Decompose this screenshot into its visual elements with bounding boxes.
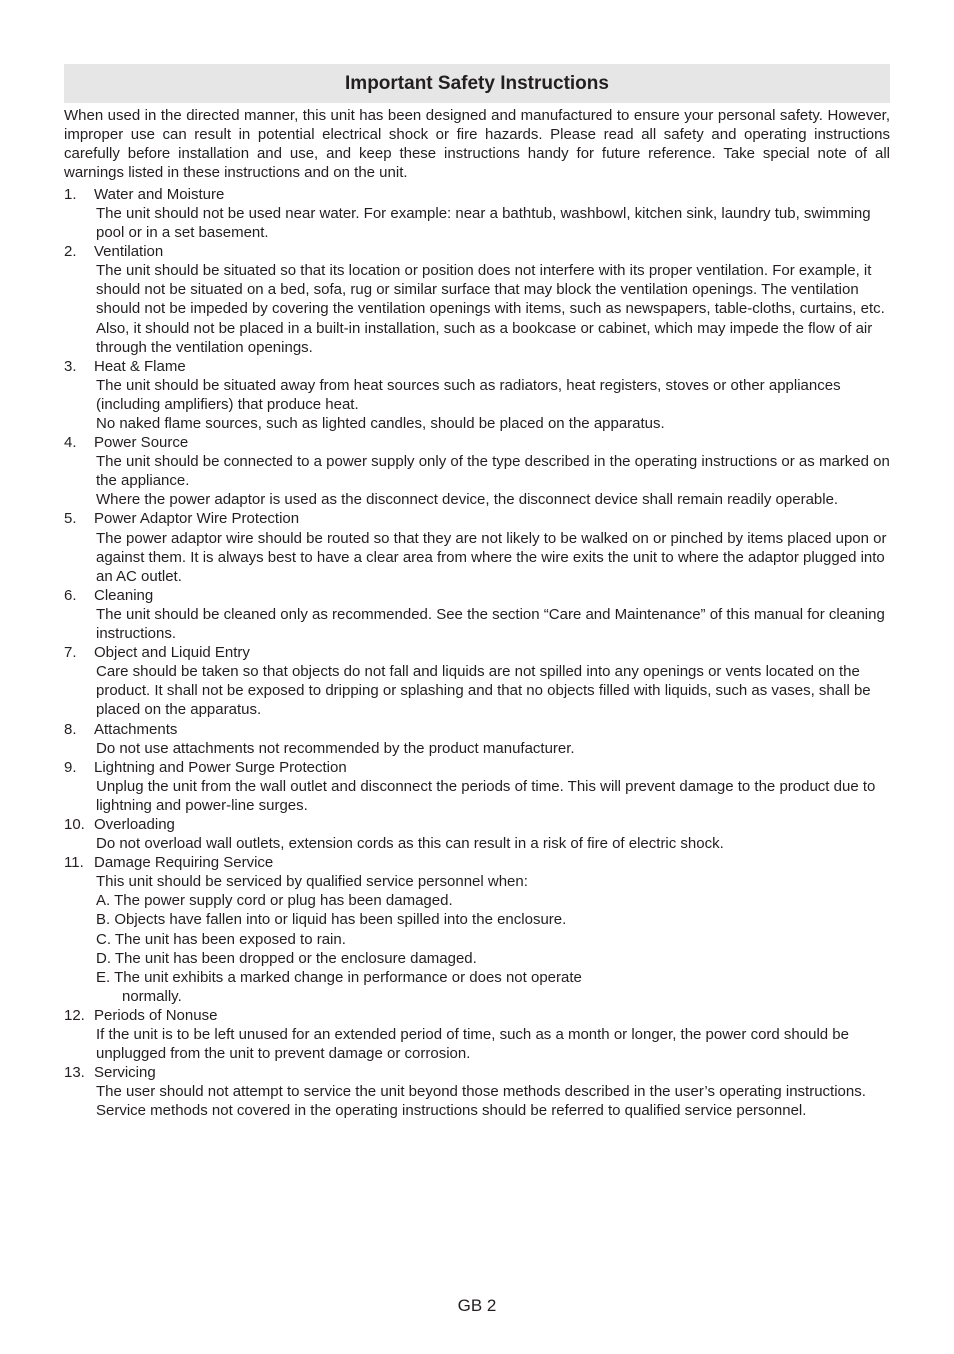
instruction-paragraph: The unit should not be used near water. For example: near a bathtub, washbowl, kitchen sink, laundry tub, swimming pool or in a set basement. [96,204,871,242]
service-condition-item: B. Objects have fallen into or liquid has been spilled into the enclosure. [96,911,567,929]
instruction-paragraph: This unit should be serviced by qualified service personnel when: [96,873,528,891]
instruction-heading [64,1063,890,1082]
safety-instruction-item [64,815,890,853]
instruction-paragraph: The unit should be cleaned only as recommended. See the section “Care and Maintenance” of this manual for cleaning instructions. [96,605,885,643]
instruction-number: 12. [64,1006,85,1024]
document-page [64,64,890,1120]
instruction-paragraph: Care should be taken so that objects do not fall and liquids are not spilled into any openings or vents located on the product. It shall not be exposed to dripping or splashing and that no objects filled with liquids, such as vases, shall be placed on the apparatus. [96,663,871,719]
instruction-heading-text: Power Source [94,434,189,452]
safety-instruction-item [64,242,890,357]
service-condition-item: D. The unit has been dropped or the enclosure damaged. [96,949,477,967]
instruction-heading [64,815,890,834]
instruction-heading [64,357,890,376]
safety-instruction-list [64,185,890,1121]
instruction-body [64,204,890,242]
instruction-number: 7. [64,644,77,662]
instruction-heading [64,433,890,452]
page-title: Important Safety Instructions [64,64,890,103]
instruction-body [64,834,890,853]
safety-instruction-item [64,853,890,1006]
instruction-heading-text: Attachments [94,720,178,738]
instruction-body [64,662,890,719]
instruction-heading [64,242,890,261]
safety-instruction-item [64,720,890,758]
instruction-paragraph: Do not overload wall outlets, extension cords as this can result in a risk of fire of electric shock. [96,835,724,853]
instruction-number: 4. [64,434,77,452]
instruction-heading-text: Lightning and Power Surge Protection [94,758,347,776]
instruction-number: 9. [64,758,77,776]
instruction-heading-text: Cleaning [94,586,154,604]
instruction-body [64,529,890,586]
instruction-body [64,376,890,433]
safety-instruction-item [64,1063,890,1120]
instruction-heading-text: Periods of Nonuse [94,1006,218,1024]
instruction-body [64,1082,890,1120]
instruction-body [64,872,890,1006]
instruction-body [64,261,890,356]
safety-instruction-item [64,509,890,585]
instruction-paragraph: The power adaptor wire should be routed so that they are not likely to be walked on or pinched by items placed upon or against them. It is always best to have a clear area from where the wire exits the unit to where the adaptor plugged into an AC outlet. [96,529,887,585]
instruction-number: 6. [64,586,77,604]
instruction-heading-text: Ventilation [94,243,164,261]
instruction-paragraph: The unit should be situated so that its location or position does not interfere with its proper ventilation. For example, it should not be situated on a bed, sofa, rug or similar surface that may block the ventilation openings. The ventilation should not be impeded by covering the ventilation openings with items, such as newspapers, table-cloths, curtains, etc. Also, it should not be placed in a built-in installation, such as a bookcase or cabinet, which may impede the flow of air through the ventilation openings. [96,262,885,356]
instruction-number: 13. [64,1064,85,1082]
instruction-heading [64,1006,890,1025]
instruction-number: 11. [64,854,84,872]
safety-instruction-item [64,1006,890,1063]
instruction-body [64,452,890,509]
instruction-paragraph: If the unit is to be left unused for an extended period of time, such as a month or longer, the power cord should be unplugged from the unit to prevent damage or corrosion. [96,1026,849,1063]
instruction-heading [64,185,890,204]
instruction-heading [64,643,890,662]
instruction-number: 8. [64,720,77,738]
instruction-number: 1. [64,185,77,203]
instruction-paragraph: The unit should be situated away from heat sources such as radiators, heat registers, stoves or other appliances (including amplifiers) that produce heat. [96,376,841,413]
page-number: GB 2 [457,1296,497,1315]
intro-paragraph: When used in the directed manner, this unit has been designed and manufactured to ensure your personal safety. However, improper use can result in potential electrical shock or fire hazards. Please read all safety and operating instructions carefully before installation and use, and keep these instructions handy for future reference. Take special note of all warnings listed in these instructions and on the unit. [64,107,890,182]
instruction-number: 2. [64,243,77,261]
instruction-body [64,777,890,815]
safety-instruction-item [64,357,890,433]
instruction-paragraph: Do not use attachments not recommended by the product manufacturer. [96,739,575,757]
safety-instruction-item [64,758,890,815]
instruction-body [64,605,890,643]
instruction-heading-text: Object and Liquid Entry [94,644,250,662]
instruction-heading-text: Servicing [94,1064,156,1082]
instruction-heading-text: Water and Moisture [94,185,225,203]
service-condition-item: E. The unit exhibits a marked change in performance or does not operate normally. [96,968,582,1005]
instruction-heading-text: Power Adaptor Wire Protection [94,510,300,528]
service-condition-item: C. The unit has been exposed to rain. [96,930,346,948]
instruction-number: 10. [64,815,85,833]
instruction-heading [64,586,890,605]
instruction-paragraph: Where the power adaptor is used as the disconnect device, the disconnect device shall remain readily operable. [96,491,839,509]
instruction-heading [64,853,890,872]
safety-instruction-item [64,433,890,509]
instruction-paragraph: The unit should be connected to a power supply only of the type described in the operating instructions or as marked on the appliance. [96,453,890,490]
instruction-paragraph: Unplug the unit from the wall outlet and disconnect the periods of time. This will prevent damage to the product due to lightning and power-line surges. [96,777,876,814]
instruction-heading-text: Damage Requiring Service [94,854,274,872]
service-condition-list [96,891,890,1006]
safety-instruction-item [64,586,890,643]
instruction-heading [64,720,890,739]
instruction-paragraph: The user should not attempt to service the unit beyond those methods described in the user’s operating instructions. Service methods not covered in the operating instructions should be referred to qualified service personnel. [96,1083,866,1120]
instruction-heading-text: Overloading [94,815,175,833]
service-condition-item: A. The power supply cord or plug has been damaged. [96,892,453,910]
instruction-heading-text: Heat & Flame [94,357,186,375]
instruction-body [64,739,890,758]
safety-instruction-item [64,185,890,242]
instruction-paragraph: No naked flame sources, such as lighted candles, should be placed on the apparatus. [96,415,665,432]
instruction-heading [64,758,890,777]
safety-instruction-item [64,643,890,719]
instruction-number: 5. [64,510,77,528]
instruction-number: 3. [64,357,77,375]
instruction-heading [64,509,890,528]
instruction-body [64,1025,890,1063]
